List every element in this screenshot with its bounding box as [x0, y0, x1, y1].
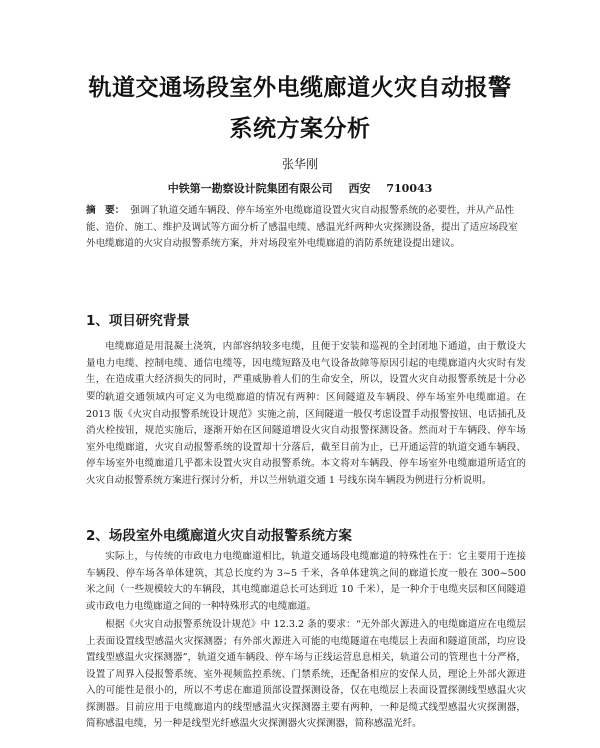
- abstract: [86, 203, 526, 253]
- section1-heading: 1、项目研究背景: [86, 313, 190, 329]
- paper-title-line2: 系统方案分析: [229, 116, 371, 142]
- section2-paragraph2: 根据《火灾自动报警系统设计规范》中 12.3.2 条的要求：“无外部火源进入的电缆廊道应在电缆层上表面设置线型感温火灾探测器；有外部火源进入可能的电缆隧道在电缆层上表面和隧道顶部，均应设置线型感温火灾探测器”，轨道交通车辆段、停车场与正线运营息息相关，轨道公司的管理也十分严格，设置了周界入侵报警系统、室外视频监控系统、门禁系统，还配备相应的安保人员，理论上外部火源进入的可能性是很小的，所以不考虑在廊道顶部设置探测设备，仅在电缆层上表面设置探测线型感温火灾探测器。目前应用于电缆廊道内的线型感温火灾探测器主要有两种，一种是缆式线型感温火灾探测器，简称感温电缆，另一种是线型光纤感温火灾探测器火灾探测器，简称感温光纤。: [86, 619, 526, 729]
- abstract-label: 摘 要：: [86, 205, 125, 216]
- section2-paragraph1: 实际上，与传统的市政电力电缆廊道相比，轨道交通场段电缆廊道的特殊性在于：它主要用于连接车辆段、停车场各单体建筑，其总长度约为 3~5 千米，各单体建筑之间的廊道长度一般在 300~500 米之间（一些规模较大的车辆段，其电缆廊道总长可达到近 10 千米），是一种介于电缆夹层和区间隧道或市政电力电缆廊道之间的一种特殊形式的电缆廊道。: [86, 551, 526, 612]
- affiliation: 中铁第一勘察设计院集团有限公司: [167, 182, 333, 195]
- author-name: 张华刚: [281, 157, 318, 171]
- city: 西安: [348, 182, 371, 195]
- abstract-text: 强调了轨道交通车辆段、停车场室外电缆廊道设置火灾自动报警系统的必要性，并从产品性能、造价、施工、维护及调试等方面分析了感温电缆、感温光纤两种火灾探测设备，提出了适应场段室外电缆廊道的火灾自动报警系统方案，并对场段室外电缆廊道的消防系统建设提出建议。: [86, 205, 518, 249]
- paper-title-line1: 轨道交通场段室外电缆廊道火灾自动报警: [88, 75, 512, 101]
- affiliation-line: [0, 180, 600, 196]
- postcode: 710043: [386, 182, 433, 195]
- section1-paragraph1: 电缆廊道是用混凝土浇筑，内部容纳较多电缆，且便于安装和巡视的全封闭地下通道，由于敷设大量电力电缆、控制电缆、通信电缆等，因电缆短路及电气设备故障等原因引起的电缆廊道内火灾时有发生，在造成重大经济损失的同时，严重威胁着人们的生命安全，所以，设置火灾自动报警系统是十分必要的。: [86, 341, 526, 402]
- section1-paragraph2: 轨道交通领域内可定义为电缆廊道的情况有两种：区间隧道及车辆段、停车场室外电缆廊道。在 2013 版《火灾自动报警系统设计规范》实施之前，区间隧道一般仅考虑设置手动报警按钮、电话插孔及消火栓按钮，规范实施后，逐渐开始在区间隧道增设火灾自动报警探测设备。然而对于车辆段、停车场室外电缆廊道，火灾自动报警系统的设置却十分落后，截至目前为止，已开通运营的轨道交通车辆段、停车场室外电缆廊道几乎都未设置火灾自动报警系统。本文将对车辆段、停车场室外电缆廊道所适宜的火灾自动报警系统方案进行探讨分析，并以兰州轨道交通 1 号线东岗车辆段为例进行分析说明。: [86, 392, 526, 486]
- section2-heading: 2、场段室外电缆廊道火灾自动报警系统方案: [86, 528, 352, 544]
